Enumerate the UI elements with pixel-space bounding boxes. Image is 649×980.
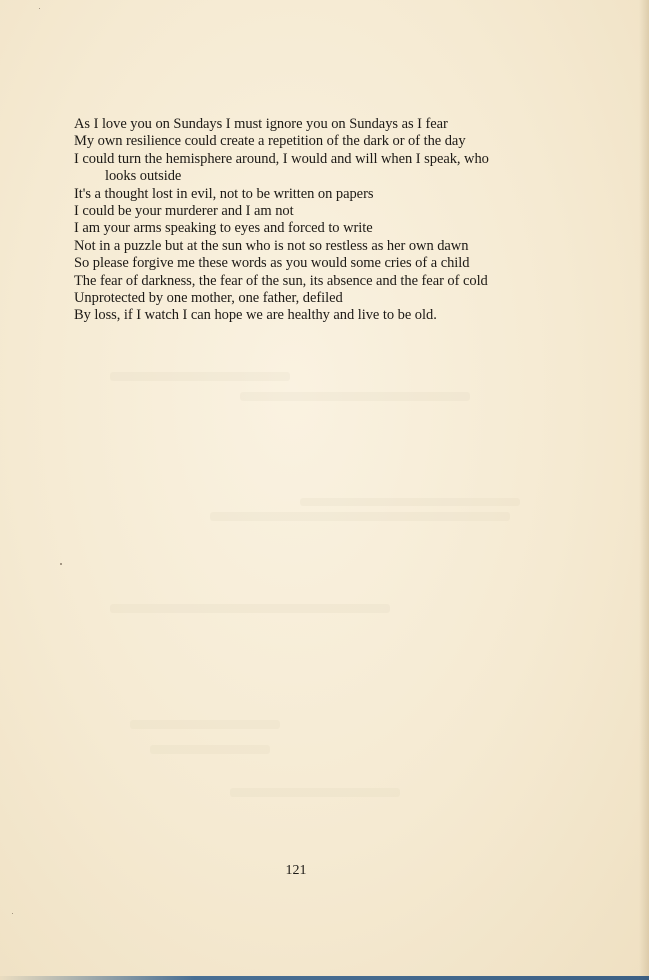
poem-line: I could be your murderer and I am not (74, 203, 294, 220)
poem-line-continuation: looks outside (105, 168, 182, 185)
show-through-mark (150, 745, 270, 754)
page-bottom-edge (0, 976, 649, 980)
show-through-mark (210, 512, 510, 521)
poem-line: My own resilience could create a repetition of the dark or of the day (74, 133, 466, 150)
paper-speck (12, 913, 13, 914)
paper-speck (60, 563, 62, 565)
poem-line: The fear of darkness, the fear of the sun, its absence and the fear of cold (74, 272, 488, 289)
show-through-mark (110, 372, 290, 381)
poem-line: By loss, if I watch I can hope we are healthy and live to be old. (74, 307, 437, 324)
poem-line: I am your arms speaking to eyes and forced to write (74, 220, 373, 237)
show-through-mark (230, 788, 400, 797)
poem-line: I could turn the hemisphere around, I would and will when I speak, who (74, 150, 489, 167)
poem-line: Not in a puzzle but at the sun who is not so restless as her own dawn (74, 237, 469, 254)
show-through-mark (130, 720, 280, 729)
show-through-mark (110, 604, 390, 613)
poem-line: So please forgive me these words as you would some cries of a child (74, 255, 470, 272)
show-through-mark (240, 392, 470, 401)
poem-text (74, 116, 554, 325)
page-edge-shadow (639, 0, 649, 980)
show-through-mark (300, 498, 520, 506)
poem-line: Unprotected by one mother, one father, defiled (74, 290, 343, 307)
poem-line: It's a thought lost in evil, not to be written on papers (74, 185, 374, 202)
page-number: 121 (285, 863, 307, 878)
paper-speck (39, 8, 40, 9)
poem-line: As I love you on Sundays I must ignore you on Sundays as I fear (74, 116, 448, 132)
